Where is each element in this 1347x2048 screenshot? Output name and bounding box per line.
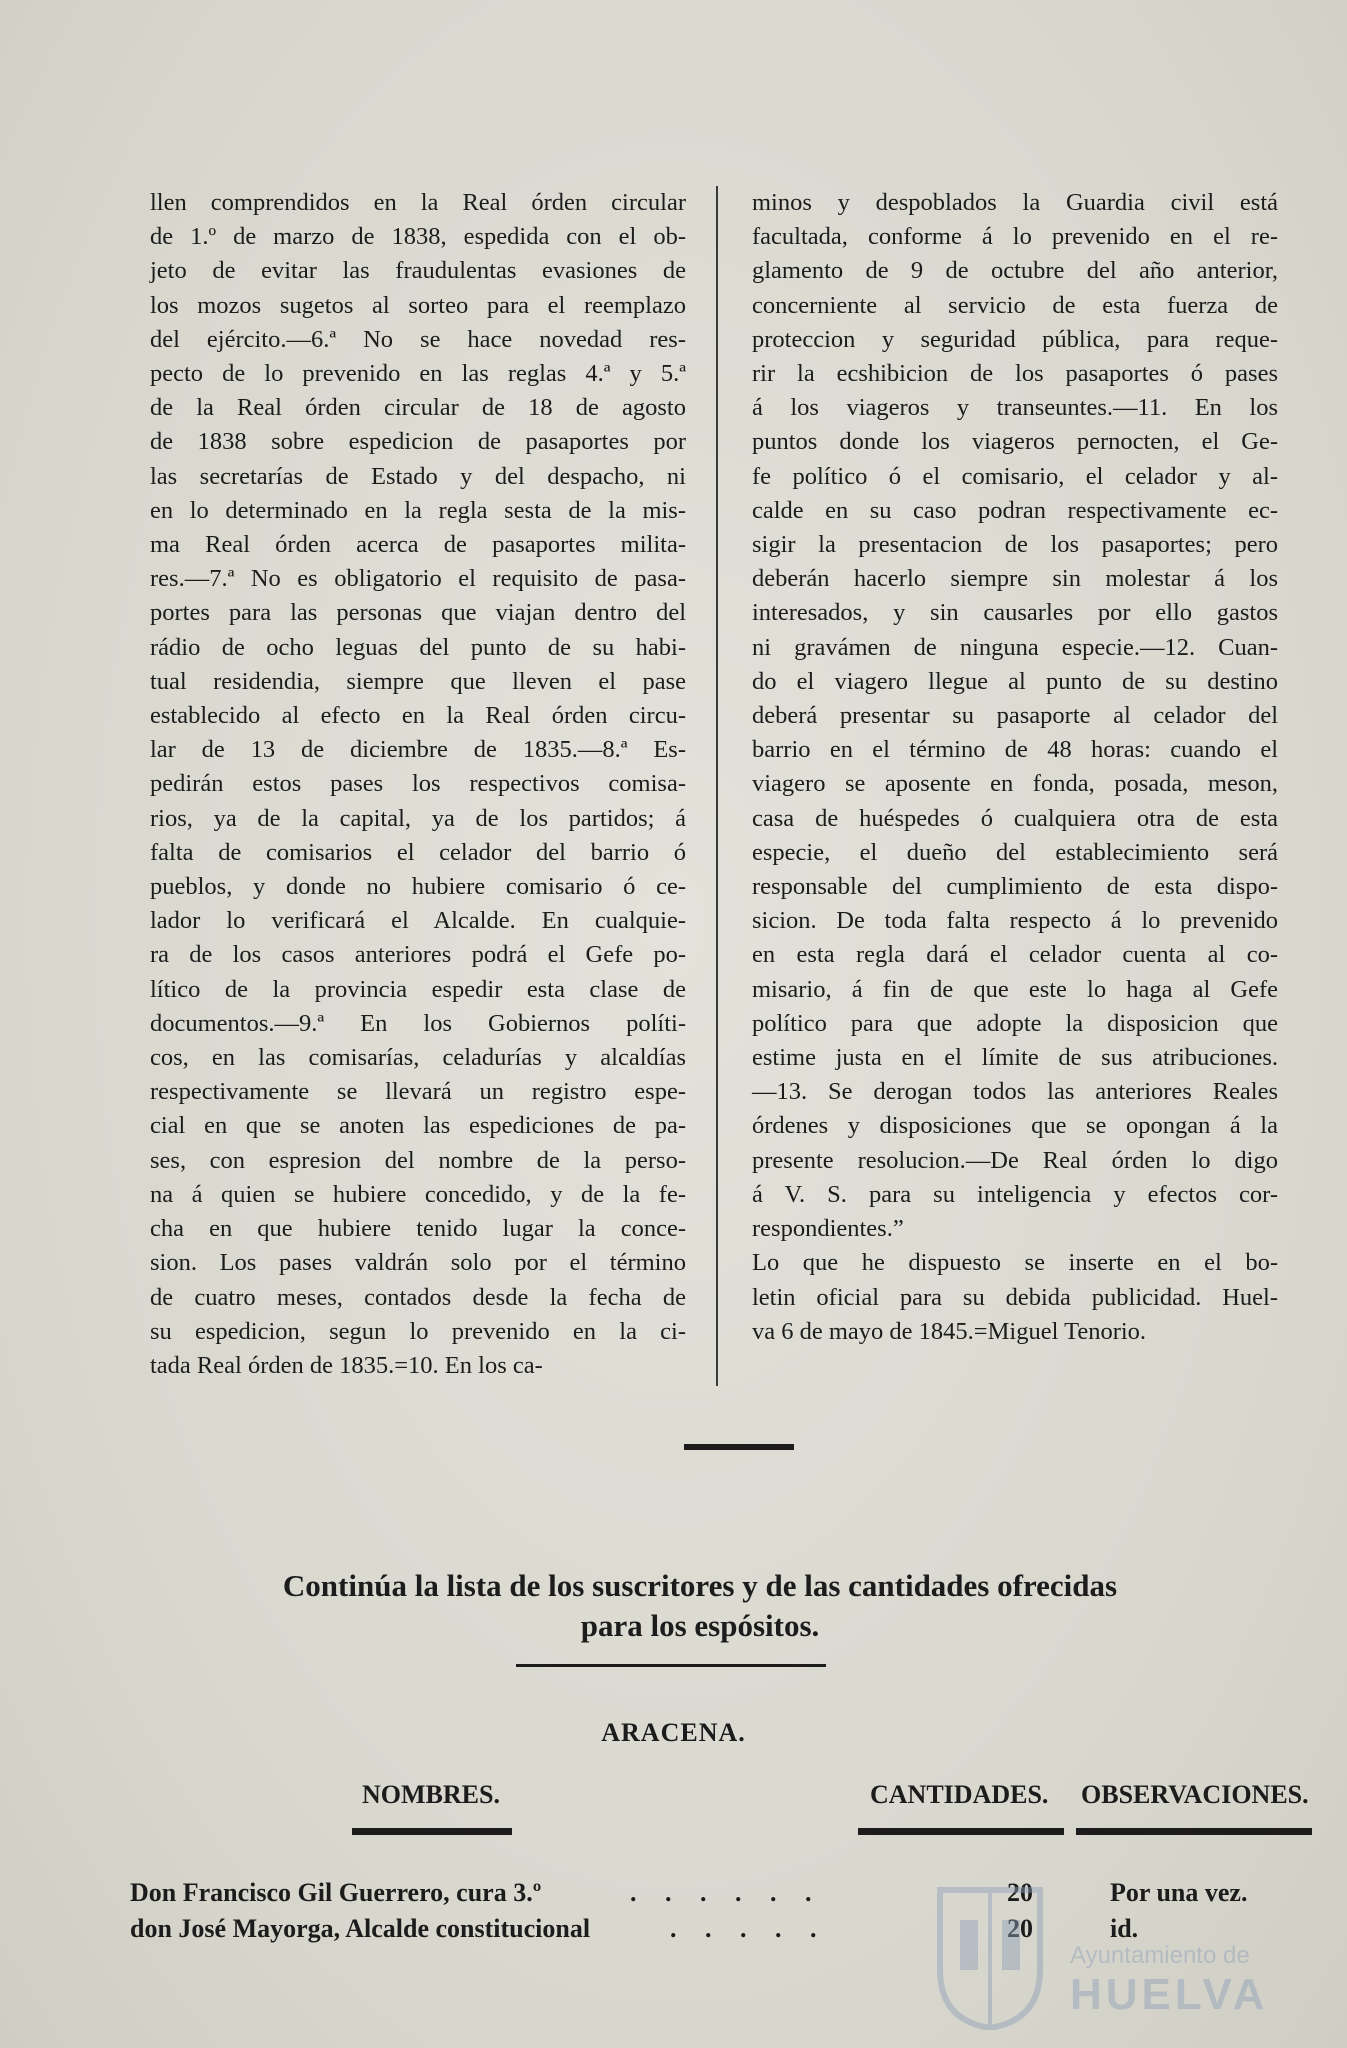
text-line: facultada, conforme á lo prevenido en el re- [752,223,1278,251]
text-line: calde en su caso podran respectivamente ec- [752,496,1278,524]
table-row [130,1878,1280,1914]
text-line: rios, ya de la capital, ya de los partidos; á [150,804,686,832]
text-line: respectivamente se llevará un registro espe- [150,1078,686,1106]
subscriber-name: Don Francisco Gil Guerrero, cura 3.º [130,1878,542,1907]
town-name: ARACENA. [601,1718,746,1747]
column-header-notes: OBSERVACIONES. [1081,1780,1309,1809]
section-heading-line1: Continúa la lista de los suscritores y de las cantidades ofrecidas [282,1568,1118,1603]
text-line: responsable del cumplimiento de esta dispo- [752,873,1278,901]
text-line: á V. S. para su inteligencia y efectos cor- [752,1180,1278,1208]
text-line: tual residendia, siempre que lleven el pase [150,667,686,695]
text-line: res.—7.ª No es obligatorio el requisito de pasa- [150,565,686,593]
column-header-amounts: CANTIDADES. [870,1780,1049,1809]
text-line: va 6 de mayo de 1845.=Miguel Tenorio. [752,1317,1147,1345]
text-line: de 1838 sobre espedicion de pasaportes por [150,428,686,456]
text-line: interesados, y sin causarles por ello gastos [752,599,1278,627]
subscriber-note: id. [1110,1914,1139,1943]
text-line: documentos.—9.ª En los Gobiernos políti- [150,1009,686,1037]
text-line: órdenes y disposiciones que se opongan á la [752,1112,1278,1140]
text-line: cos, en las comisarías, celadurías y alcaldías [150,1044,686,1072]
section-heading-line2: para los espósitos. [580,1608,820,1643]
text-line: de cuatro meses, contados desde la fecha de [150,1283,686,1311]
text-line: ni gravámen de ninguna especie.—12. Cuan- [752,633,1278,661]
column-header-names: NOMBRES. [362,1780,500,1809]
text-line: jeto de evitar las fraudulentas evasiones de [150,257,686,285]
text-line: pedirán estos pases los respectivos comisa- [150,770,686,798]
text-line: lar de 13 de diciembre de 1835.—8.ª Es- [150,736,686,764]
text-line: establecido al efecto en la Real órden circu- [150,702,686,730]
text-line: estime justa en el límite de sus atribuciones. [752,1044,1278,1072]
text-line: cha en que hubiere tenido lugar la conce- [150,1215,686,1243]
text-line: de la Real órden circular de 18 de agosto [150,394,686,422]
text-line: tada Real órden de 1835.=10. En los ca- [150,1351,543,1379]
watermark-line2: HUELVA [1070,1970,1269,2019]
text-line: respondientes.” [752,1215,904,1243]
text-line: sigir la presentacion de los pasaportes; pero [752,531,1278,559]
text-line: proteccion y seguridad pública, para reque- [752,325,1278,353]
heading-rule [516,1664,826,1667]
column-divider [716,186,718,1386]
text-line: cial en que se anoten las espediciones de pa- [150,1112,686,1140]
text-line: pecto de lo prevenido en las reglas 4.ª y 5.ª [150,360,686,388]
right-text-column [752,186,1278,1349]
text-line: pueblos, y donde no hubiere comisario ó ce- [150,873,686,901]
text-line: rir la ecshibicion de los pasaportes ó pases [752,360,1278,388]
text-line: concerniente al servicio de esta fuerza de [752,291,1278,319]
subscriber-amount: 20 [1007,1878,1033,1907]
text-line: misario, á fin de que este lo haga al Gefe [752,975,1278,1003]
text-line: letin oficial para su debida publicidad. Huel- [752,1283,1278,1311]
text-line: —13. Se derogan todos las anteriores Reales [752,1078,1278,1106]
text-line: portes para las personas que viajan dentro del [150,599,686,627]
text-line: especie, el dueño del establecimiento será [752,838,1278,866]
text-line: político para que adopte la disposicion que [752,1009,1278,1037]
text-line: del ejército.—6.ª No se hace novedad res- [150,325,686,353]
text-line: lítico de la provincia espedir esta clase de [150,975,686,1003]
text-line: sion. Los pases valdrán solo por el término [150,1249,686,1277]
text-line: Lo que he dispuesto se inserte en el bo- [752,1249,1278,1277]
text-line: rádio de ocho leguas del punto de su habi- [150,633,686,661]
text-line: lador lo verificará el Alcalde. En cualquie- [150,907,686,935]
text-line: ses, con espresion del nombre de la perso- [150,1146,686,1174]
text-line: sicion. De toda falta respecto á lo prevenido [752,907,1278,935]
text-line: deberán hacerlo siempre sin molestar á los [752,565,1278,593]
left-text-column [150,186,686,1383]
text-line: ma Real órden acerca de pasaportes milita- [150,531,686,559]
text-line: fe político ó el comisario, el celador y al- [752,462,1278,490]
text-line: de 1.º de marzo de 1838, espedida con el ob- [150,223,686,251]
text-line: na á quien se hubiere concedido, y de la fe- [150,1180,686,1208]
watermark-line1: Ayuntamiento de [1070,1942,1250,1969]
subscriber-note: Por una vez. [1110,1878,1248,1907]
text-line: ra de los casos anteriores podrá el Gefe po- [150,941,686,969]
subscriber-amount: 20 [1007,1914,1033,1943]
text-line: las secretarías de Estado y del despacho, ni [150,462,686,490]
text-line: deberá presentar su pasaporte al celador del [752,702,1278,730]
text-line: viagero se aposente en fonda, posada, meson, [752,770,1278,798]
text-line: á los viageros y transeuntes.—11. En los [752,394,1278,422]
header-rule-amounts [858,1828,1064,1835]
text-line: do el viagero llegue al punto de su destino [752,667,1278,695]
text-line: glamento de 9 de octubre del año anterior, [752,257,1278,285]
text-line: presente resolucion.—De Real órden lo digo [752,1146,1278,1174]
text-line: en esta regla dará el celador cuenta al co- [752,941,1278,969]
header-rule-notes [1076,1828,1312,1835]
leader-dots: . . . . . [670,1914,828,1943]
section-separator [684,1444,794,1450]
text-line: llen comprendidos en la Real órden circular [150,189,686,216]
text-line: barrio en el término de 48 horas: cuando el [752,736,1278,764]
text-line: minos y despoblados la Guardia civil está [752,189,1278,216]
text-line: los mozos sugetos al sorteo para el reemplazo [150,291,686,319]
header-rule-names [352,1828,512,1835]
text-line: puntos donde los viageros pernocten, el Ge- [752,428,1278,456]
text-line: casa de huéspedes ó cualquiera otra de esta [752,804,1278,832]
section-heading [140,1566,1260,1646]
leader-dots: . . . . . . [630,1878,823,1907]
text-line: falta de comisarios el celador del barrio ó [150,838,686,866]
table-row [130,1914,1280,1950]
text-line: en lo determinado en la regla sesta de la mis- [150,496,686,524]
subscriber-name: don José Mayorga, Alcalde constitucional [130,1914,591,1943]
text-line: su espedicion, segun lo prevenido en la ci- [150,1317,686,1345]
